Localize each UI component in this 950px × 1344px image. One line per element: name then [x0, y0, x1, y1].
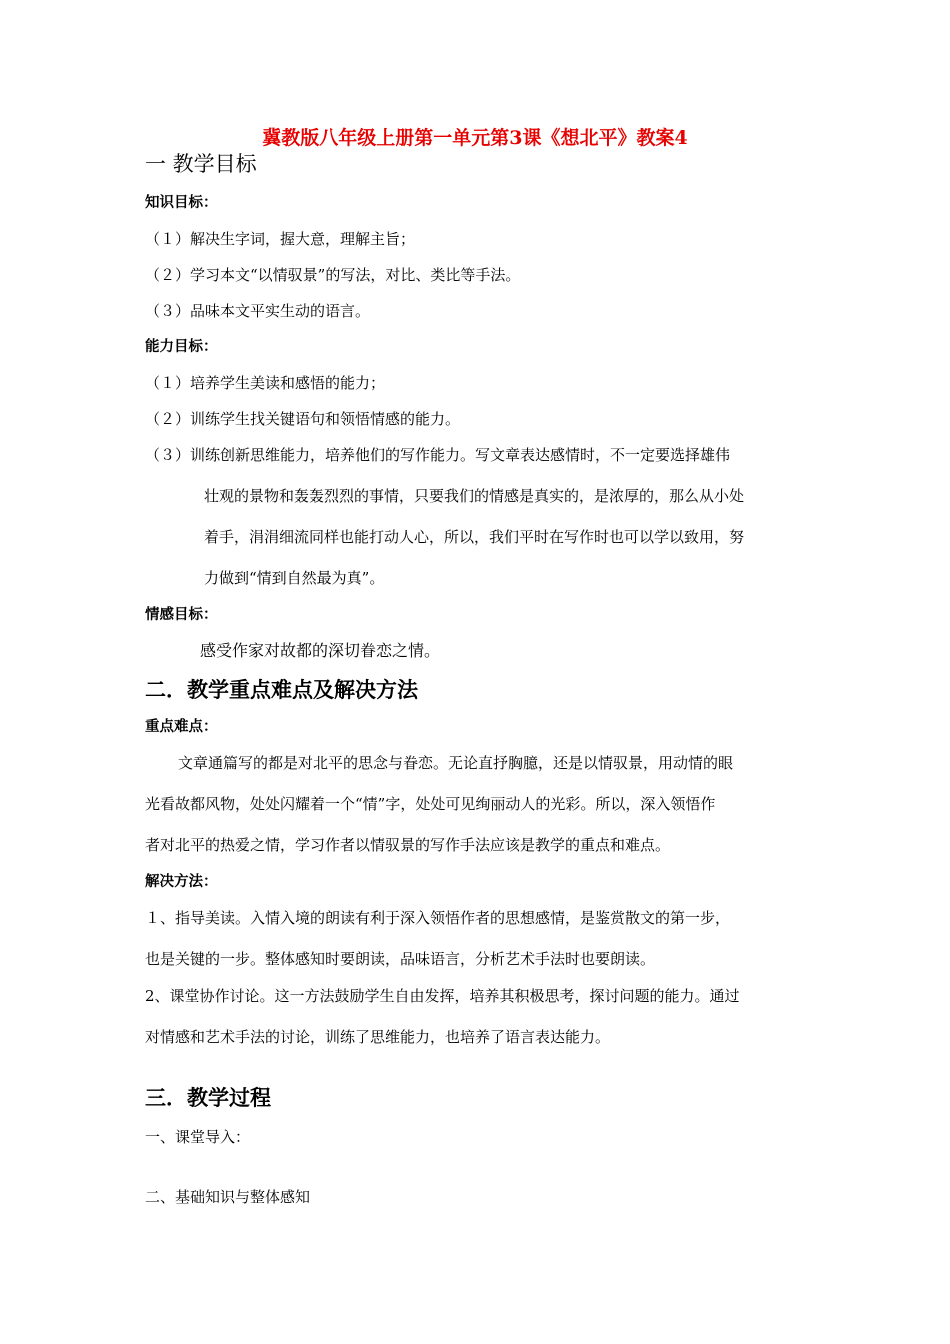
ability-goals-label: 能力目标：: [145, 338, 218, 355]
method-2-line-2: 对情感和艺术手法的讨论，训练了思维能力，也培养了语言表达能力。: [145, 1028, 611, 1046]
knowledge-goal-1: （１）解决生字词，握大意，理解主旨；: [145, 230, 416, 248]
section-3-heading: 三．教学过程: [145, 1085, 271, 1110]
ability-goal-3-line-3: 着手，涓涓细流同样也能打动人心，所以，我们平时在写作时也可以学以致用，努: [204, 528, 745, 546]
emotion-goals-label: 情感目标：: [145, 606, 218, 623]
solution-methods-label: 解决方法：: [145, 873, 218, 890]
key-difficulty-line-1: 文章通篇写的都是对北平的思念与眷恋。无论直抒胸臆，还是以情驭景，用动情的眼: [178, 754, 734, 772]
emotion-goal-1: 感受作家对故都的深切眷恋之情。: [200, 641, 441, 660]
key-difficulty-line-2: 光看故都风物，处处闪耀着一个“情”字，处处可见绚丽动人的光彩。所以，深入领悟作: [145, 795, 716, 813]
method-1-line-1: １、指导美读。入情入境的朗读有利于深入领悟作者的思想感情，是鉴赏散文的第一步，: [145, 909, 731, 927]
ability-goal-3-line-2: 壮观的景物和轰轰烈烈的事情，只要我们的情感是真实的，是浓厚的，那么从小处: [204, 487, 745, 505]
knowledge-goals-label: 知识目标：: [145, 194, 218, 211]
document-title: 冀教版八年级上册第一单元第3课《想北平》教案4: [262, 127, 688, 149]
key-difficulty-label: 重点难点：: [145, 718, 218, 735]
process-step-2: 二、基础知识与整体感知: [145, 1188, 311, 1206]
ability-goal-3-line-1: （３）训练创新思维能力，培养他们的写作能力。写文章表达感情时，不一定要选择雄伟: [145, 446, 731, 464]
ability-goal-1: （１）培养学生美读和感悟的能力；: [145, 374, 386, 392]
knowledge-goal-2: （２）学习本文“以情驭景”的写法，对比、类比等手法。: [145, 266, 521, 284]
section-1-heading: 一 教学目标: [145, 152, 257, 176]
process-step-1: 一、课堂导入：: [145, 1128, 251, 1146]
method-1-line-2: 也是关键的一步。整体感知时要朗读，品味语言，分析艺术手法时也要朗读。: [145, 950, 656, 968]
section-2-heading: 二．教学重点难点及解决方法: [145, 677, 418, 702]
method-2-line-1: 2、课堂协作讨论。这一方法鼓励学生自由发挥，培养其积极思考，探讨问题的能力。通过: [145, 987, 740, 1005]
ability-goal-2: （２）训练学生找关键语句和领悟情感的能力。: [145, 410, 461, 428]
ability-goal-3-line-4: 力做到“情到自然最为真”。: [204, 569, 385, 587]
key-difficulty-line-3: 者对北平的热爱之情，学习作者以情驭景的写作手法应该是教学的重点和难点。: [145, 836, 671, 854]
knowledge-goal-3: （３）品味本文平实生动的语言。: [145, 302, 371, 320]
